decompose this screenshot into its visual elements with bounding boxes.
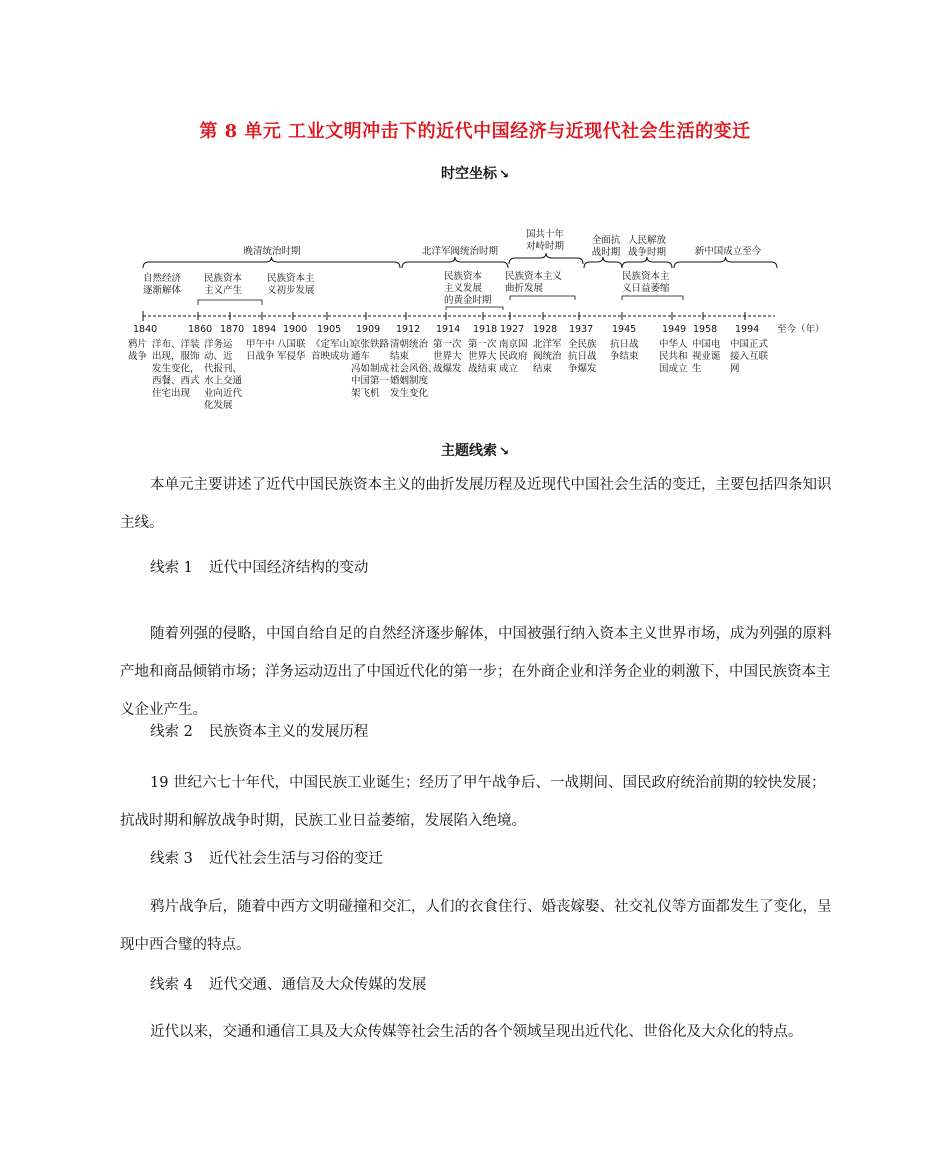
- event-text: 京张铁路: [351, 339, 390, 350]
- event-text: 清朝统治: [390, 339, 429, 350]
- event-text: 结束: [533, 363, 553, 375]
- event-text: 世界大: [468, 351, 497, 363]
- event-text: 中国第一: [351, 375, 390, 387]
- event-text: 军侵华: [277, 351, 306, 363]
- intro-paragraph: 本单元主要讲述了近代中国民族资本主义的曲折发展历程及近现代中国社会生活的变迁，主要包括四条知识主线。: [120, 477, 832, 531]
- event-text: 发生变化: [390, 387, 429, 399]
- period-brace-new-china: [674, 257, 777, 268]
- upper-note: 民族资本: [204, 273, 243, 284]
- period-label: 北洋军阀统治时期: [421, 246, 499, 257]
- year-label: 1949: [662, 324, 687, 335]
- period-label: 对峙时期: [525, 241, 565, 252]
- year-label: 1937: [569, 324, 594, 335]
- clue-label: 线索 1: [150, 560, 193, 576]
- event-text: 第一次: [468, 339, 497, 350]
- event-text: 视业诞: [692, 351, 721, 363]
- event-text: 战结束: [468, 363, 497, 375]
- event-text: 世界大: [433, 351, 462, 363]
- year-label: 1870: [220, 324, 245, 335]
- upper-note: 民族资本主: [267, 273, 315, 284]
- event-text: 西餐、西式: [152, 375, 200, 387]
- period-label: 全面抗: [591, 235, 621, 246]
- clue-4-heading: [150, 975, 426, 995]
- event-text: 发生变化，: [152, 363, 200, 375]
- timeline-diagram: [0, 0, 950, 430]
- event-text: 生: [692, 363, 702, 375]
- year-label: 1840: [133, 324, 158, 335]
- year-label: 1958: [693, 324, 718, 335]
- year-label: 1905: [317, 324, 342, 335]
- event-text: 争结束: [610, 351, 639, 363]
- clue-3-heading: [150, 849, 383, 869]
- event-text: 业向近代: [204, 387, 243, 399]
- year-label: 1909: [356, 324, 381, 335]
- event-text: 鸦片: [128, 339, 148, 350]
- phase-bracket: [446, 307, 503, 310]
- event-text: 水上交通: [204, 375, 243, 387]
- clue-2-body: 19 世纪六七十年代，中国民族工业诞生；经历了甲午战争后、一战期间、国民政府统治前期的较快发展；抗战时期和解放战争时期，民族工业日益萎缩，发展陷入绝境。: [120, 775, 826, 829]
- year-label: 1918: [473, 324, 498, 335]
- event-text: 战争: [128, 351, 148, 363]
- event-text: 出现，服饰: [152, 351, 200, 363]
- event-text: 架飞机: [351, 387, 380, 399]
- period-brace-late-qing: [143, 257, 400, 268]
- event-text: 婚姻制度: [390, 375, 429, 387]
- event-text: 洋务运: [204, 339, 233, 350]
- event-text: 抗日战: [568, 351, 597, 363]
- arrow-icon: ↘: [498, 167, 510, 181]
- arrow-icon: ↘: [498, 444, 510, 458]
- event-text: 《定军山》: [311, 339, 359, 350]
- unit-title: 第 8 单元 工业文明冲击下的近代中国经济与近现代社会生活的变迁: [199, 121, 751, 142]
- timeline-heading-text: 时空坐标: [440, 166, 497, 182]
- year-label: 1894: [252, 324, 277, 335]
- event-text: 接入互联: [730, 351, 769, 363]
- upper-note: 自然经济: [143, 273, 182, 284]
- upper-note: 义初步发展: [267, 285, 315, 296]
- event-text: 中国电: [692, 339, 721, 350]
- event-text: 全民族: [568, 339, 597, 350]
- event-text: 冯如制成: [351, 363, 390, 375]
- axis-end-label: 至今（年）: [777, 324, 825, 335]
- event-text: 洋布、洋装: [152, 339, 200, 350]
- event-text: 八国联: [277, 339, 306, 350]
- year-label: 1912: [396, 324, 421, 335]
- event-text: 动、近: [204, 351, 233, 363]
- event-text: 化发展: [204, 400, 233, 411]
- clue-1-heading: [150, 558, 368, 578]
- clue-title: 近代社会生活与习俗的变迁: [208, 851, 383, 867]
- period-label: 晚清统治时期: [243, 246, 301, 257]
- period-brace-beiyang: [402, 257, 508, 268]
- event-text: 争爆发: [568, 363, 597, 375]
- clue-title: 民族资本主义的发展历程: [208, 724, 369, 740]
- year-label: 1928: [533, 324, 558, 335]
- upper-note: 义日益萎缩: [622, 283, 670, 294]
- period-label: 新中国成立至今: [694, 246, 762, 257]
- year-label: 1900: [283, 324, 308, 335]
- event-text: 国成立: [659, 363, 688, 375]
- period-label: 人民解放: [627, 235, 667, 246]
- period-label: 战时期: [591, 247, 621, 258]
- clue-label: 线索 2: [150, 724, 193, 740]
- clue-2-heading: [150, 722, 368, 742]
- event-text: 抗日战: [610, 339, 639, 350]
- clue-4-body: 近代以来，交通和通信工具及大众传媒等社会生活的各个领域呈现出近代化、世俗化及大众化的特点。: [150, 1024, 803, 1040]
- event-text: 代报刊、: [204, 363, 243, 375]
- themes-heading-text: 主题线索: [440, 443, 497, 459]
- clue-title: 近代交通、通信及大众传媒的发展: [208, 977, 427, 993]
- event-text: 第一次: [433, 339, 462, 350]
- event-text: 住宅出现: [152, 387, 191, 399]
- event-text: 网: [730, 363, 740, 375]
- event-text: 日战争: [246, 351, 275, 363]
- clue-title: 近代中国经济结构的变动: [208, 560, 369, 576]
- upper-note: 民族资本主: [622, 271, 670, 282]
- upper-note: 的黄金时期: [444, 295, 492, 306]
- upper-note: 曲折发展: [505, 283, 544, 294]
- clue-1-body: 随着列强的侵略，中国自给自足的自然经济逐步解体，中国被强行纳入资本主义世界市场，成为列强的原料产地和商品倾销市场；洋务运动迈出了中国近代化的第一步；在外商企业和洋务企业的刺激下，中国民族资本主义企业产生。: [120, 626, 832, 718]
- year-label: 1945: [612, 324, 637, 335]
- event-text: 通车: [351, 351, 371, 363]
- themes-heading: [0, 440, 950, 460]
- phase-bracket: [510, 296, 575, 300]
- event-text: 结束: [390, 351, 410, 363]
- phase-bracket: [622, 296, 683, 300]
- event-text: 南京国: [499, 339, 528, 350]
- event-text: 民政府: [499, 351, 528, 363]
- year-label: 1994: [735, 324, 760, 335]
- upper-note: 主义发展: [444, 283, 483, 294]
- phase-bracket: [198, 300, 262, 305]
- upper-note: 主义产生: [204, 285, 243, 296]
- period-brace-liberation: [622, 257, 672, 268]
- event-text: 中国正式: [730, 339, 769, 350]
- clue-label: 线索 3: [150, 851, 193, 867]
- event-text: 甲午中: [246, 339, 275, 350]
- clue-label: 线索 4: [150, 977, 193, 993]
- upper-note: 民族资本主义: [505, 271, 563, 282]
- event-text: 社会风俗、: [390, 363, 438, 375]
- period-label: 战争时期: [627, 247, 667, 258]
- event-text: 中华人: [659, 339, 688, 350]
- clue-3-body: 鸦片战争后，随着中西方文明碰撞和交汇，人们的衣食住行、婚丧嫁娶、社交礼仪等方面都发生了变化，呈现中西合璧的特点。: [120, 899, 832, 953]
- event-text: 阀统治: [533, 351, 562, 363]
- upper-note: 逐渐解体: [143, 285, 182, 296]
- event-text: 成立: [499, 363, 519, 375]
- period-label: 国共十年: [525, 229, 565, 240]
- year-label: 1927: [500, 324, 525, 335]
- upper-note: 民族资本: [444, 271, 483, 282]
- period-brace-kmt-cpc: [509, 253, 583, 264]
- period-brace-anti-japanese: [584, 257, 622, 268]
- event-text: 战爆发: [433, 363, 462, 375]
- year-label: 1860: [188, 324, 213, 335]
- event-text: 民共和: [659, 351, 688, 363]
- year-label: 1914: [436, 324, 461, 335]
- event-text: 首映成功: [311, 351, 350, 363]
- event-text: 北洋军: [533, 339, 562, 350]
